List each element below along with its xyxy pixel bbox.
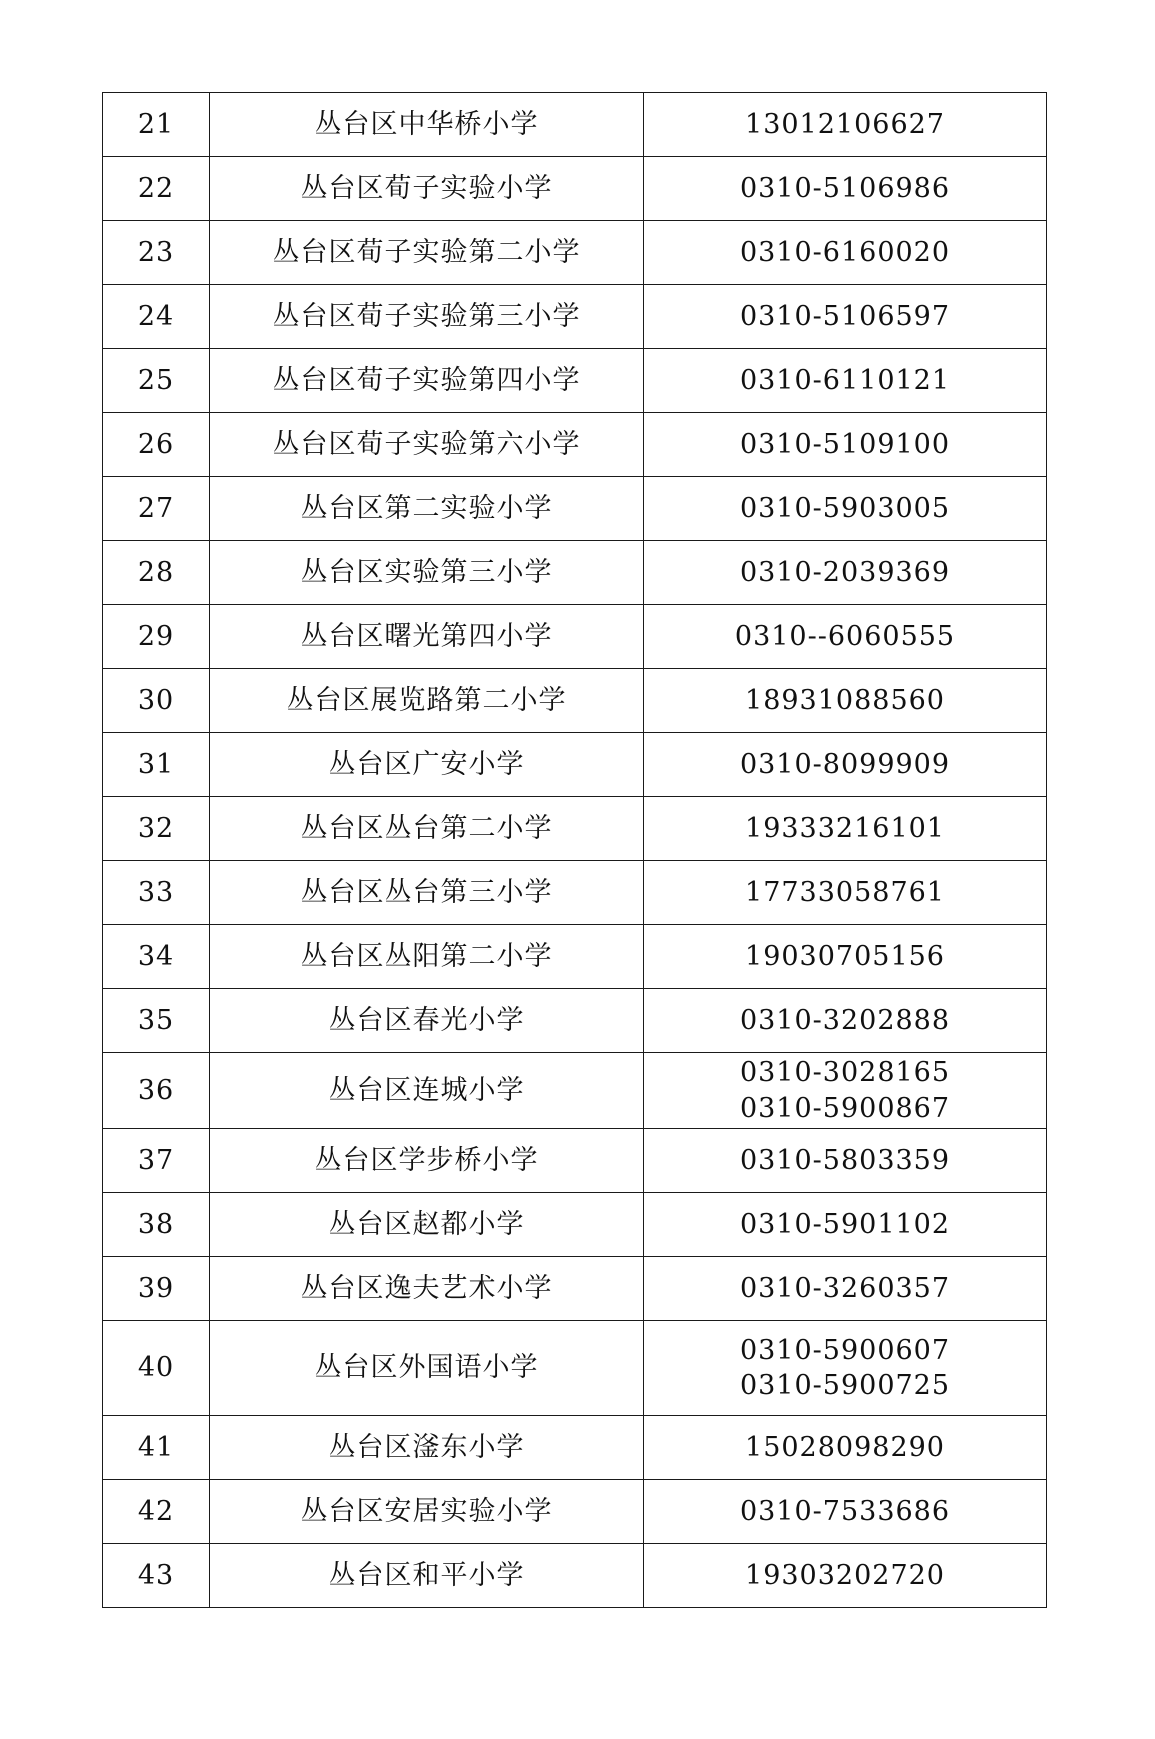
- row-number-cell: 27: [103, 477, 210, 541]
- phone-cell: [644, 605, 1047, 669]
- row-number-cell: 33: [103, 861, 210, 925]
- phone-cell: [644, 1480, 1047, 1544]
- phone-cell: [644, 541, 1047, 605]
- school-name-cell: 丛台区曙光第四小学: [210, 605, 644, 669]
- phone-cell: [644, 477, 1047, 541]
- phone-number: 13012106627: [745, 108, 945, 140]
- school-name-cell: 丛台区荀子实验小学: [210, 157, 644, 221]
- row-number-cell: 31: [103, 733, 210, 797]
- phone-cell: [644, 861, 1047, 925]
- phone-cell: [644, 157, 1047, 221]
- row-number-cell: 28: [103, 541, 210, 605]
- table-row: [103, 1053, 1047, 1129]
- table-row: [103, 285, 1047, 349]
- phone-cell: [644, 1193, 1047, 1257]
- table-row: [103, 93, 1047, 157]
- phone-number: 0310-5900725: [739, 1370, 951, 1401]
- phone-number: 0310-5106986: [739, 172, 951, 204]
- school-name-cell: 丛台区丛阳第二小学: [210, 925, 644, 989]
- table-row: [103, 1480, 1047, 1544]
- phone-number: 0310-5803359: [739, 1144, 951, 1176]
- school-name-cell: 丛台区安居实验小学: [210, 1480, 644, 1544]
- phone-number: 0310-3028165: [739, 1057, 951, 1089]
- row-number-cell: 30: [103, 669, 210, 733]
- phone-number: 0310-8099909: [739, 748, 951, 780]
- row-number-cell: 32: [103, 797, 210, 861]
- table-body: [103, 93, 1047, 1608]
- school-name-cell: 丛台区荀子实验第六小学: [210, 413, 644, 477]
- school-name-cell: 丛台区荀子实验第三小学: [210, 285, 644, 349]
- phone-number: 0310-5903005: [739, 492, 951, 524]
- table-row: [103, 221, 1047, 285]
- phone-cell: [644, 1053, 1047, 1129]
- phone-cell: [644, 349, 1047, 413]
- row-number-cell: 36: [103, 1053, 210, 1129]
- phone-number: 18931088560: [745, 684, 945, 716]
- document-page: [102, 92, 1046, 1608]
- phone-cell: [644, 669, 1047, 733]
- row-number-cell: 22: [103, 157, 210, 221]
- phone-cell: [644, 797, 1047, 861]
- table-row: [103, 413, 1047, 477]
- school-name-cell: 丛台区逸夫艺术小学: [210, 1257, 644, 1321]
- table-row: [103, 669, 1047, 733]
- row-number-cell: 25: [103, 349, 210, 413]
- phone-cell: [644, 413, 1047, 477]
- phone-cell: [644, 1544, 1047, 1608]
- row-number-cell: 21: [103, 93, 210, 157]
- phone-number: 0310-5900607: [739, 1334, 951, 1366]
- phone-number: 0310-5106597: [739, 300, 951, 332]
- school-name-cell: 丛台区学步桥小学: [210, 1129, 644, 1193]
- school-name-cell: 丛台区广安小学: [210, 733, 644, 797]
- school-name-cell: 丛台区中华桥小学: [210, 93, 644, 157]
- table-row: [103, 1129, 1047, 1193]
- table-row: [103, 1416, 1047, 1480]
- phone-cell: [644, 733, 1047, 797]
- phone-cell: [644, 1321, 1047, 1416]
- school-name-cell: 丛台区荀子实验第二小学: [210, 221, 644, 285]
- school-name-cell: 丛台区春光小学: [210, 989, 644, 1053]
- row-number-cell: 23: [103, 221, 210, 285]
- phone-cell: [644, 1129, 1047, 1193]
- phone-number: 0310-3202888: [739, 1004, 951, 1036]
- phone-number: 0310-7533686: [739, 1495, 951, 1527]
- phone-cell: [644, 1416, 1047, 1480]
- phone-number: 19030705156: [745, 940, 945, 972]
- phone-number: 0310-5901102: [739, 1208, 951, 1240]
- phone-number: 0310-6160020: [739, 236, 951, 268]
- row-number-cell: 38: [103, 1193, 210, 1257]
- phone-number: 0310--6060555: [734, 620, 956, 652]
- row-number-cell: 26: [103, 413, 210, 477]
- school-name-cell: 丛台区和平小学: [210, 1544, 644, 1608]
- school-name-cell: 丛台区丛台第二小学: [210, 797, 644, 861]
- table-row: [103, 1321, 1047, 1416]
- table-row: [103, 1257, 1047, 1321]
- phone-cell: [644, 1257, 1047, 1321]
- school-name-cell: 丛台区连城小学: [210, 1053, 644, 1129]
- school-name-cell: 丛台区实验第三小学: [210, 541, 644, 605]
- table-row: [103, 541, 1047, 605]
- table-row: [103, 797, 1047, 861]
- school-name-cell: 丛台区丛台第三小学: [210, 861, 644, 925]
- table-row: [103, 1544, 1047, 1608]
- phone-number: 17733058761: [745, 876, 945, 908]
- row-number-cell: 40: [103, 1321, 210, 1416]
- table-row: [103, 349, 1047, 413]
- row-number-cell: 42: [103, 1480, 210, 1544]
- row-number-cell: 39: [103, 1257, 210, 1321]
- school-name-cell: 丛台区赵都小学: [210, 1193, 644, 1257]
- phone-number: 0310-5900867: [739, 1092, 951, 1124]
- phone-number: 0310-6110121: [739, 364, 951, 396]
- school-name-cell: 丛台区展览路第二小学: [210, 669, 644, 733]
- phone-number: 0310-3260357: [739, 1272, 951, 1304]
- row-number-cell: 35: [103, 989, 210, 1053]
- table-row: [103, 733, 1047, 797]
- phone-number: 0310-5109100: [739, 428, 951, 460]
- row-number-cell: 29: [103, 605, 210, 669]
- table-row: [103, 989, 1047, 1053]
- school-name-cell: 丛台区荀子实验第四小学: [210, 349, 644, 413]
- school-contact-table: [102, 92, 1047, 1608]
- phone-cell: [644, 285, 1047, 349]
- phone-cell: [644, 925, 1047, 989]
- row-number-cell: 24: [103, 285, 210, 349]
- phone-cell: [644, 93, 1047, 157]
- table-row: [103, 157, 1047, 221]
- school-name-cell: 丛台区滏东小学: [210, 1416, 644, 1480]
- table-row: [103, 925, 1047, 989]
- phone-cell: [644, 221, 1047, 285]
- phone-number: 19333216101: [745, 812, 945, 844]
- table-row: [103, 605, 1047, 669]
- row-number-cell: 41: [103, 1416, 210, 1480]
- phone-cell: [644, 989, 1047, 1053]
- school-name-cell: 丛台区外国语小学: [210, 1321, 644, 1416]
- row-number-cell: 43: [103, 1544, 210, 1608]
- table-row: [103, 477, 1047, 541]
- table-row: [103, 1193, 1047, 1257]
- school-name-cell: 丛台区第二实验小学: [210, 477, 644, 541]
- row-number-cell: 34: [103, 925, 210, 989]
- phone-number: 19303202720: [745, 1559, 945, 1591]
- row-number-cell: 37: [103, 1129, 210, 1193]
- table-row: [103, 861, 1047, 925]
- phone-number: 0310-2039369: [739, 556, 951, 588]
- phone-number: 15028098290: [745, 1431, 945, 1463]
